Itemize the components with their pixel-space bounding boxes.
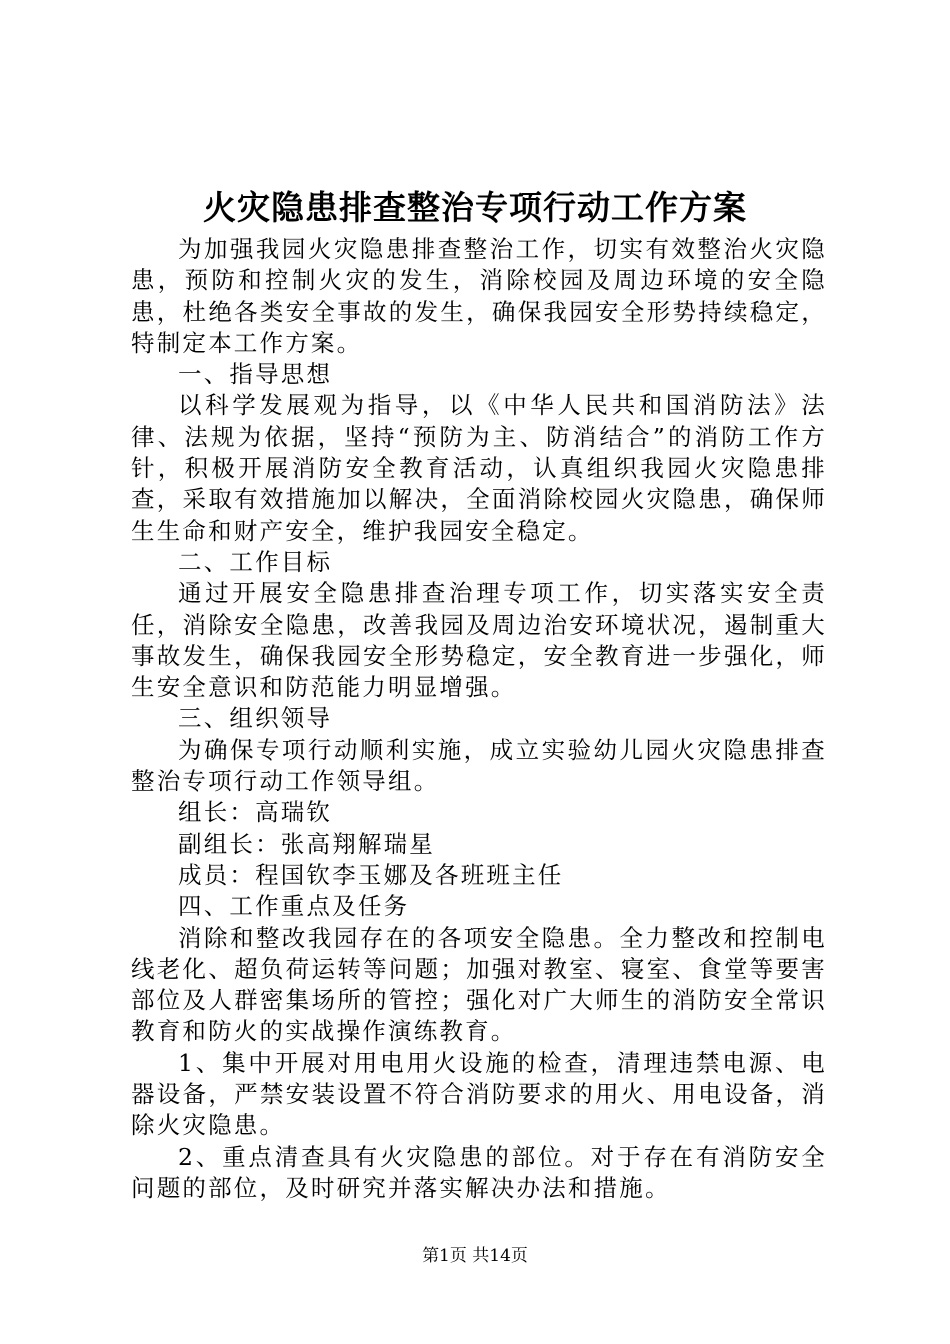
document-title: 火灾隐患排查整治专项行动工作方案: [203, 188, 747, 227]
section-heading-work-goals: 二、工作目标: [178, 547, 333, 576]
group-leader-line: 组长：高瑞钦: [178, 798, 333, 827]
organization-paragraph: 为确保专项行动顺利实施，成立实验幼儿园火灾隐患排查整治专项行动工作领导组。: [131, 735, 827, 796]
section-heading-key-tasks: 四、工作重点及任务: [178, 892, 410, 921]
document-body: [131, 234, 827, 1204]
task-item-2: 2、重点清查具有火灾隐患的部位。对于存在有消防安全问题的部位，及时研究并落实解决办法和措施。: [131, 1142, 827, 1202]
task-item-1: 1、集中开展对用电用火设施的检查，清理违禁电源、电器设备，严禁安装设置不符合消防要求的用火、用电设备，消除火灾隐患。: [131, 1048, 827, 1140]
intro-paragraph: 为加强我园火灾隐患排查整治工作，切实有效整治火灾隐患，预防和控制火灾的发生，消除校园及周边环境的安全隐患，杜绝各类安全事故的发生，确保我园安全形势持续稳定，特制定本工作方案。: [131, 235, 827, 357]
guiding-ideology-paragraph: 以科学发展观为指导，以《中华人民共和国消防法》法律、法规为依据，坚持“预防为主、防消结合”的消防工作方针，积极开展消防安全教育活动，认真组织我园火灾隐患排查，采取有效措施加以解决，全面消除校园火灾隐患，确保师生生命和财产安全，维护我园安全稳定。: [131, 391, 827, 545]
work-goals-paragraph: 通过开展安全隐患排查治理专项工作，切实落实安全责任，消除安全隐患，改善我园及周边治安环境状况，遏制重大事故发生，确保我园安全形势稳定，安全教育进一步强化，师生安全意识和防范能力明显增强。: [131, 579, 827, 702]
page-footer: 第1页 共14页: [422, 1246, 528, 1266]
key-tasks-paragraph: 消除和整改我园存在的各项安全隐患。全力整改和控制电线老化、超负荷运转等问题；加强对教室、寝室、食堂等要害部位及人群密集场所的管控；强化对广大师生的消防安全常识教育和防火的实战操作演练教育。: [131, 923, 827, 1046]
members-line: 成员：程国钦李玉娜及各班班主任: [178, 860, 564, 889]
section-heading-guiding-ideology: 一、指导思想: [178, 360, 333, 389]
deputy-leader-line: 副组长：张高翔解瑞星: [178, 829, 435, 858]
section-heading-organization: 三、组织领导: [178, 704, 333, 733]
